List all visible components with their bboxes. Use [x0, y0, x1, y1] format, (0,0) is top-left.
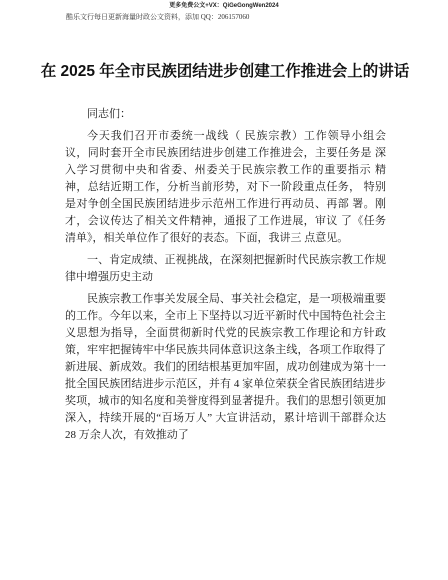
top-note: 更多免费公文+VX：QiGeGongWen2024: [169, 3, 279, 9]
salutation: 同志们：: [87, 108, 131, 120]
section-heading-1: 一、肯定成绩、正视挑战，在深刻把握新时代民族宗教工作规律中增强历史主动: [65, 254, 386, 283]
document-body: [65, 106, 386, 449]
paragraph-intro: 今天我们召开市委统一战线（ 民族宗教）工作领导小组会 议，同时套开全市民族团结进步创建工作推进会，主要任务是 深入学习贯彻中央和省委、州委关于民族宗教工作的重要指示 精神，总结近期工作，分析当前形势，对下一阶段重点任务， 特别是对争创全国民族团结进步示范州工作进行再动员、再部 署。刚才，会议传达了相关文件精神，通报了工作进展，审议 了《任务清单》，相关单位作了很好的表态。下面，我讲三 点意见。: [65, 130, 386, 244]
document-title: 在 2025 年全市民族团结进步创建工作推进会上的讲话: [40, 63, 410, 80]
paragraph-achievements: 民族宗教工作事关发展全局、事关社会稳定，是一项极端重要的工作。今年以来，全市上下坚持以习近平新时代中国特色社会主义思想为指导，全面贯彻新时代党的民族宗教工作理论和方针政策，牢牢把握铸牢中华民族共同体意识这条主线，各项工作取得了新进展、新成效。我们的团结根基更加牢固，成功创建成为第十一批全国民族团结进步示范区，并有 4 家单位荣获全省民族团结进步奖项，城市的知名度和美誉度得到显著提升。我们的思想引领更加深入，持续开展的“百场万人” 大宣讲活动，累计培训干部群众达 28 万余人次，有效推动了: [65, 293, 386, 441]
source-line: 酷乐文行每日更新海量时政公文资料，添加 QQ：206157060: [66, 13, 250, 21]
